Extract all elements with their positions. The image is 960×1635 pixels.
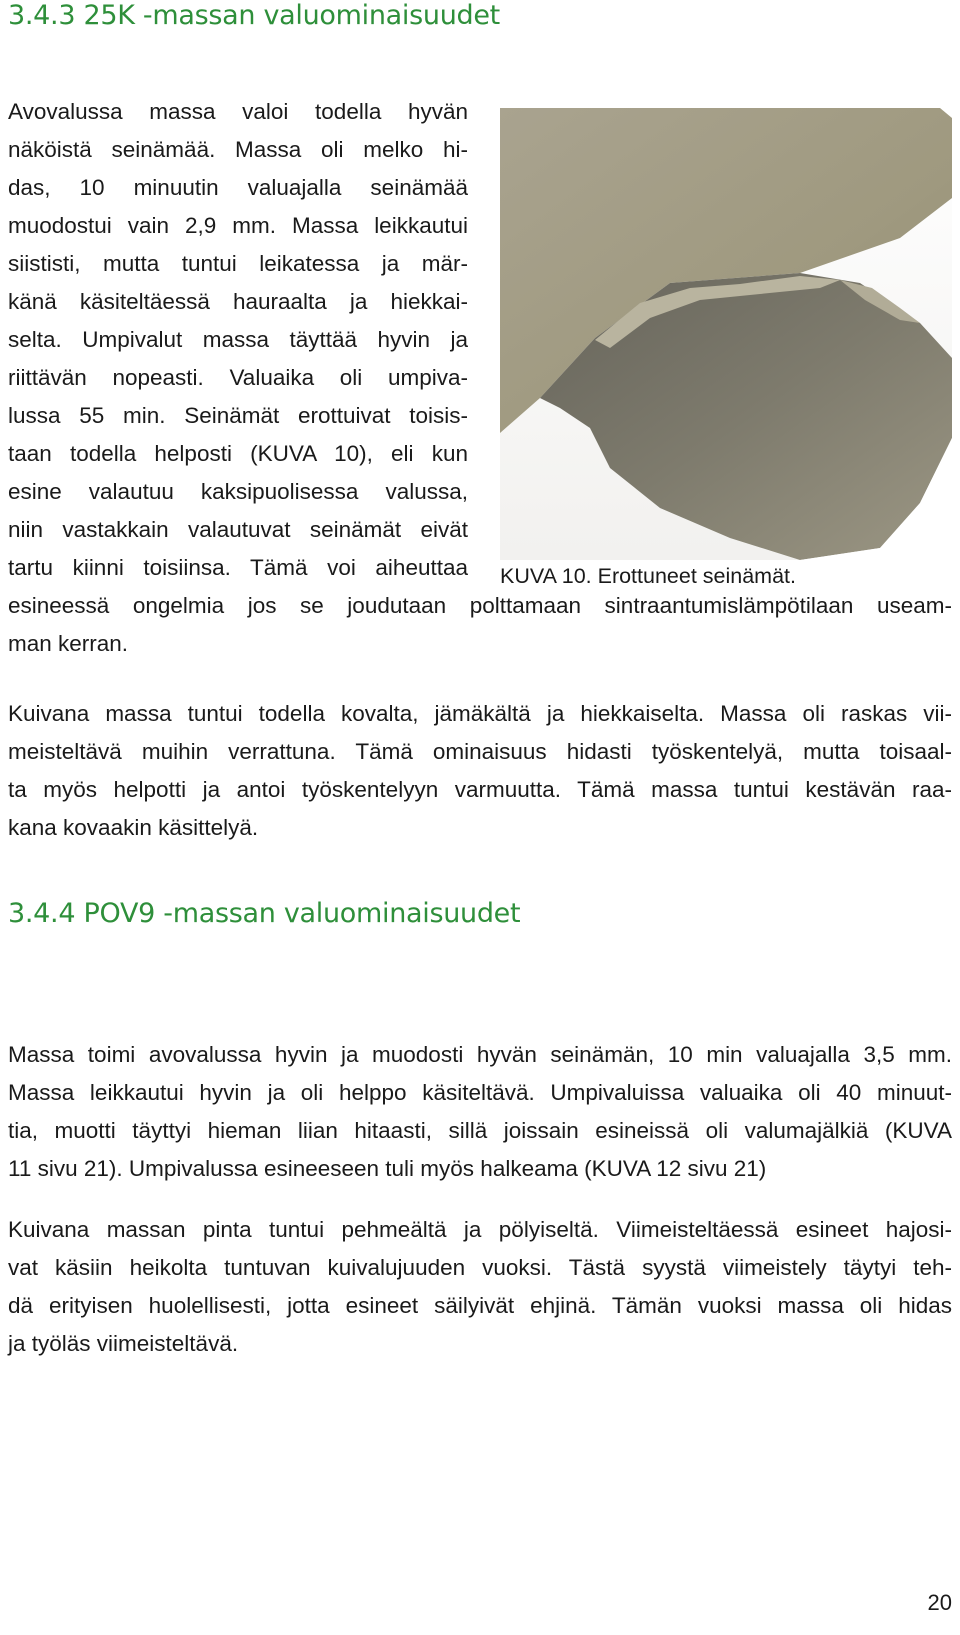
paragraph-line: ja työläs viimeisteltävä. xyxy=(8,1331,239,1356)
paragraph-line: 11 sivu 21). Umpivalussa esineeseen tuli myös halkeama (KUVA 12 sivu 21) xyxy=(8,1156,767,1181)
paragraph-line: selta. Umpivalut massa täyttää hyvin ja xyxy=(8,327,468,352)
paragraph-line: känä käsiteltäessä hauraalta ja hiekkai- xyxy=(8,289,468,314)
paragraph-line: Massa toimi avovalussa hyvin ja muodosti hyvän seinämän, 10 min valuajalla 3,5 mm. xyxy=(8,1042,952,1067)
paragraph-line: tartu kiinni toisiinsa. Tämä voi aiheuttaa xyxy=(8,555,468,580)
paragraph-line: Kuivana massan pinta tuntui pehmeältä ja pölyiseltä. Viimeisteltäessä esineet hajosi- xyxy=(8,1217,952,1242)
paragraph-line: vat käsiin heikolta tuntuvan kuivalujuuden vuoksi. Tästä syystä viimeistely täytyi teh- xyxy=(8,1255,952,1280)
paragraph-line: siististi, mutta tuntui leikatessa ja mär- xyxy=(8,251,468,276)
paragraph-line: taan todella helposti (KUVA 10), eli kun xyxy=(8,441,468,466)
paragraph-line: Massa leikkautui hyvin ja oli helppo käsiteltävä. Umpivaluissa valuaika oli 40 minuut- xyxy=(8,1080,952,1105)
paragraph-line: Avovalussa massa valoi todella hyvän xyxy=(8,99,468,124)
paragraph-line: muodostui vain 2,9 mm. Massa leikkautui xyxy=(8,213,468,238)
paragraph-line: kana kovaakin käsittelyä. xyxy=(8,815,259,840)
paragraph-line: esine valautuu kaksipuolisessa valussa, xyxy=(8,479,468,504)
figure-photo-separated-walls xyxy=(500,108,952,560)
paragraph-line: riittävän nopeasti. Valuaika oli umpiva- xyxy=(8,365,468,390)
figure-caption: KUVA 10. Erottuneet seinämät. xyxy=(500,564,796,588)
paragraph-line: esineessä ongelmia jos se joudutaan polttamaan sintraantumislämpötilaan useam- xyxy=(8,593,952,618)
section-heading-pov9: 3.4.4 POV9 -massan valuominaisuudet xyxy=(8,898,521,929)
paragraph-line: meisteltävä muihin verrattuna. Tämä ominaisuus hidasti työskentelyä, mutta toisaal- xyxy=(8,739,952,764)
paragraph-line: näköistä seinämää. Massa oli melko hi- xyxy=(8,137,468,162)
paragraph-line: dä erityisen huolellisesti, jotta esineet säilyivät ehjinä. Tämän vuoksi massa oli hidas xyxy=(8,1293,952,1318)
paragraph-line: Kuivana massa tuntui todella kovalta, jämäkältä ja hiekkaiselta. Massa oli raskas vii- xyxy=(8,701,952,726)
paragraph-line: man kerran. xyxy=(8,631,129,656)
paragraph-line: tia, muotti täyttyi hieman liian hitaasti, sillä joissain esineissä oli valumajälkiä (KUVA xyxy=(8,1118,952,1143)
paragraph-line: ta myös helpotti ja antoi työskentelyyn varmuutta. Tämä massa tuntui kestävän raa- xyxy=(8,777,952,802)
section-heading-25k: 3.4.3 25K -massan valuominaisuudet xyxy=(8,0,500,31)
paragraph-line: das, 10 minuutin valuajalla seinämää xyxy=(8,175,468,200)
paragraph-line: lussa 55 min. Seinämät erottuivat toisis- xyxy=(8,403,468,428)
paragraph-line: niin vastakkain valautuvat seinämät eivät xyxy=(8,517,468,542)
page-number: 20 xyxy=(927,1590,952,1615)
